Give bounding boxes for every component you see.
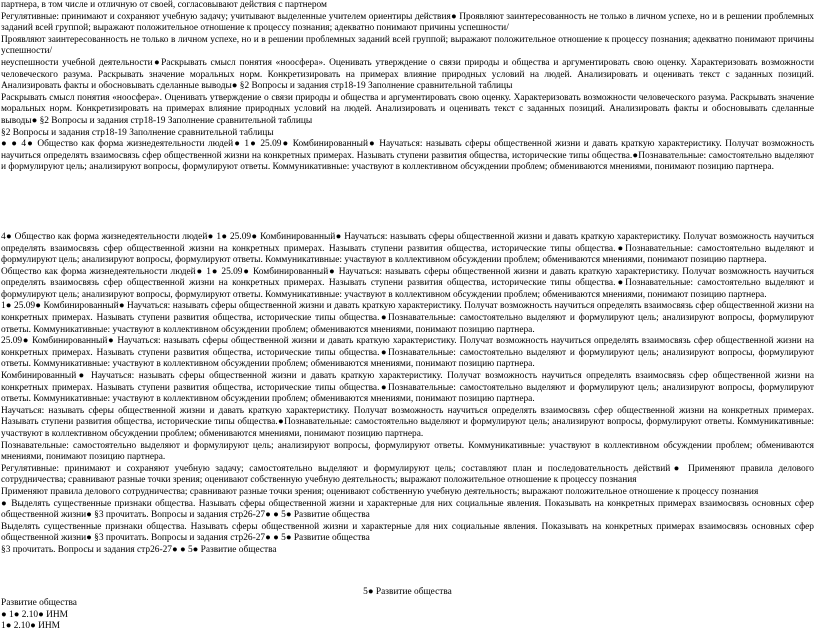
text-line-8: 4● Общество как форма жизнедеятельности людей● 1● 25.09● Комбинированный● Научаться: называть сферы общественной жизни и давать краткую характеристику. Получат возможность научиться определять взаимосвязь сфер общественной жизни на конкретных примерах. Называть ступени развития общества, исторические типы общества.●Познавательные: самостоятельно выделяют и формулируют цель; анализируют вопросы, формулируют ответы. Коммуникативные: участвуют в коллективном обсуждении проблем; обмениваются мнениями, понимают позицию партнера. [1,231,814,266]
text-line-5: Раскрывать смысл понятия «ноосфера». Оценивать утверждение о связи природы и общества и аргументировать свою оценку. Характеризовать возможности человеческого разума. Раскрывать значение моральных норм. Конкретизировать на примерах влияние природных условий на людей. Анализировать и оценивать текст с заданных позиций. Анализировать факты и обосновывать сделанные выводы● §2 Вопросы и задания стр18-19 Заполнение сравнительной таблицы [1,92,814,126]
text-line-11: 25.09● Комбинированный● Научаться: называть сферы общественной жизни и давать краткую характеристику. Получат возможность научиться определять взаимосвязь сфер общественной жизни на конкретных примерах. Называть ступени развития общества, исторические типы общества.●Познавательные: самостоятельно выделяют и формулируют цель; анализируют вопросы, формулируют ответы. Коммуникативные: участвуют в коллективном обсуждении проблем; обмениваются мнениями, понимают позицию партнера. [1,336,814,370]
text-line-2: Регулятивные: принимают и сохраняют учебную задачу; учитывают выделенные учителем ориентиры действия● Проявляют заинтересованность не только в личном успехе, но и в решении проблемных заданий всей группой; выражают положительное отношение к процессу познания; адекватно понимают причины успешности/ [1,11,814,34]
blank-space [1,174,814,232]
text-line-10: 1● 25.09● Комбинированный● Научаться: называть сферы общественной жизни и давать краткую характеристику. Получат возможность научиться определять взаимосвязь сфер общественной жизни на конкретных примерах. Называть ступени развития общества, исторические типы общества.●Познавательные: самостоятельно выделяют и формулируют цель; анализируют вопросы, формулируют ответы. Коммуникативные: участвуют в коллективном обсуждении проблем; обмениваются мнениями, понимают позицию партнера. [1,301,814,335]
text-line-15: Регулятивные: принимают и сохраняют учебную задачу; самостоятельно выделяют и формулируют цель; составляют план и последовательность действий● Применяют правила делового сотрудничества; сравнивают разные точки зрения; оценивают собственную учебную деятельность; выражают положительное отношение к процессу познания [1,463,814,486]
section-heading: 5● Развитие общества [363,586,452,597]
text-line-19: §3 прочитать. Вопросы и задания стр26-27● ● 5● Развитие общества [1,544,277,555]
text-line-4: неуспешности учебной деятельности●Раскрывать смысл понятия «ноосфера». Оценивать утверждение о связи природы и общества и аргументировать свою оценку. Характеризовать возможности человеческого разума. Раскрывать значение моральных норм. Конкретизировать на примерах влияние природных условий на людей. Анализировать и оценивать текст с заданных позиций. Анализировать факты и обосновывать сделанные выводы● §2 Вопросы и задания стр18-19 Заполнение сравнительной таблицы [1,57,814,92]
text-line-16: Применяют правила делового сотрудничества; сравнивают разные точки зрения; оценивают собственную учебную деятельность; выражают положительное отношение к процессу познания [1,486,759,497]
text-line-18: Выделять существенные признаки общества. Называть сферы общественной жизни и характерные для них социальные явления. Показывать на конкретных примерах взаимосвязь основных сфер общественной жизни● §3 прочитать. Вопросы и задания стр26-27● ● 5● Развитие общества [1,521,814,544]
text-line-6: §2 Вопросы и задания стр18-19 Заполнение сравнительной таблицы [1,127,274,138]
text-line-22: 1● 2.10● ИНМ [1,621,60,632]
text-line-9: Общество как форма жизнедеятельности людей● 1● 25.09● Комбинированный● Научаться: называть сферы общественной жизни и давать краткую характеристику. Получат возможность научиться определять взаимосвязь сфер общественной жизни на конкретных примерах. Называть ступени развития общества, исторические типы общества.●Познавательные: самостоятельно выделяют и формулируют цель; анализируют вопросы, формулируют ответы. Коммуникативные: участвуют в коллективном обсуждении проблем; обмениваются мнениями, понимают позицию партнера. [1,266,814,300]
text-line-1: партнера, в том числе и отличную от своей, согласовывают действия с партнером [1,0,327,10]
text-line-13: Научаться: называть сферы общественной жизни и давать краткую характеристику. Получат возможность научиться определять взаимосвязь сфер общественной жизни на конкретных примерах. Называть ступени развития общества, исторические типы общества.●Познавательные: самостоятельно выделяют и формулируют цель; анализируют вопросы, формулируют ответы. Коммуникативные: участвуют в коллективном обсуждении проблем; обмениваются мнениями, понимают позицию партнера. [1,405,814,439]
text-line-14: Познавательные: самостоятельно выделяют и формулируют цель; анализируют вопросы, формулируют ответы. Коммуникативные: участвуют в коллективном обсуждении проблем; обмениваются мнениями, понимают позицию партнера. [1,440,814,463]
text-line-17: ● Выделять существенные признаки общества. Называть сферы общественной жизни и характерные для них социальные явления. Показывать на конкретных примерах взаимосвязь основных сфер общественной жизни● §3 прочитать. Вопросы и задания стр26-27● ● 5● Развитие общества [1,498,814,521]
blank-space-2 [1,557,814,587]
text-line-12: Комбинированный● Научаться: называть сферы общественной жизни и давать краткую характеристику. Получат возможность научиться определять взаимосвязь сфер общественной жизни на конкретных примерах. Называть ступени развития общества, исторические типы общества.●Познавательные: самостоятельно выделяют и формулируют цель; анализируют вопросы, формулируют ответы. Коммуникативные: участвуют в коллективном обсуждении проблем; обмениваются мнениями, понимают позицию партнера. [1,371,814,405]
text-line-20: Развитие общества [1,598,77,609]
text-line-7: ● ● 4● Общество как форма жизнедеятельности людей● 1● 25.09● Комбинированный● Научаться: называть сферы общественной жизни и давать краткую характеристику. Получат возможность научиться определять взаимосвязь сфер общественной жизни на конкретных примерах. Называть ступени развития общества, исторические типы общества.●Познавательные: самостоятельно выделяют и формулируют цель; анализируют вопросы, формулируют ответы. Коммуникативные: участвуют в коллективном обсуждении проблем; обмениваются мнениями, понимают позицию партнера. [1,139,814,173]
text-line-3: Проявляют заинтересованность не только в личном успехе, но и в решении проблемных заданий всей группой; выражают положительное отношение к процессу познания; адекватно понимают причины успешности/ [1,34,814,57]
text-line-21: ● 1● 2.10● ИНМ [1,609,68,620]
